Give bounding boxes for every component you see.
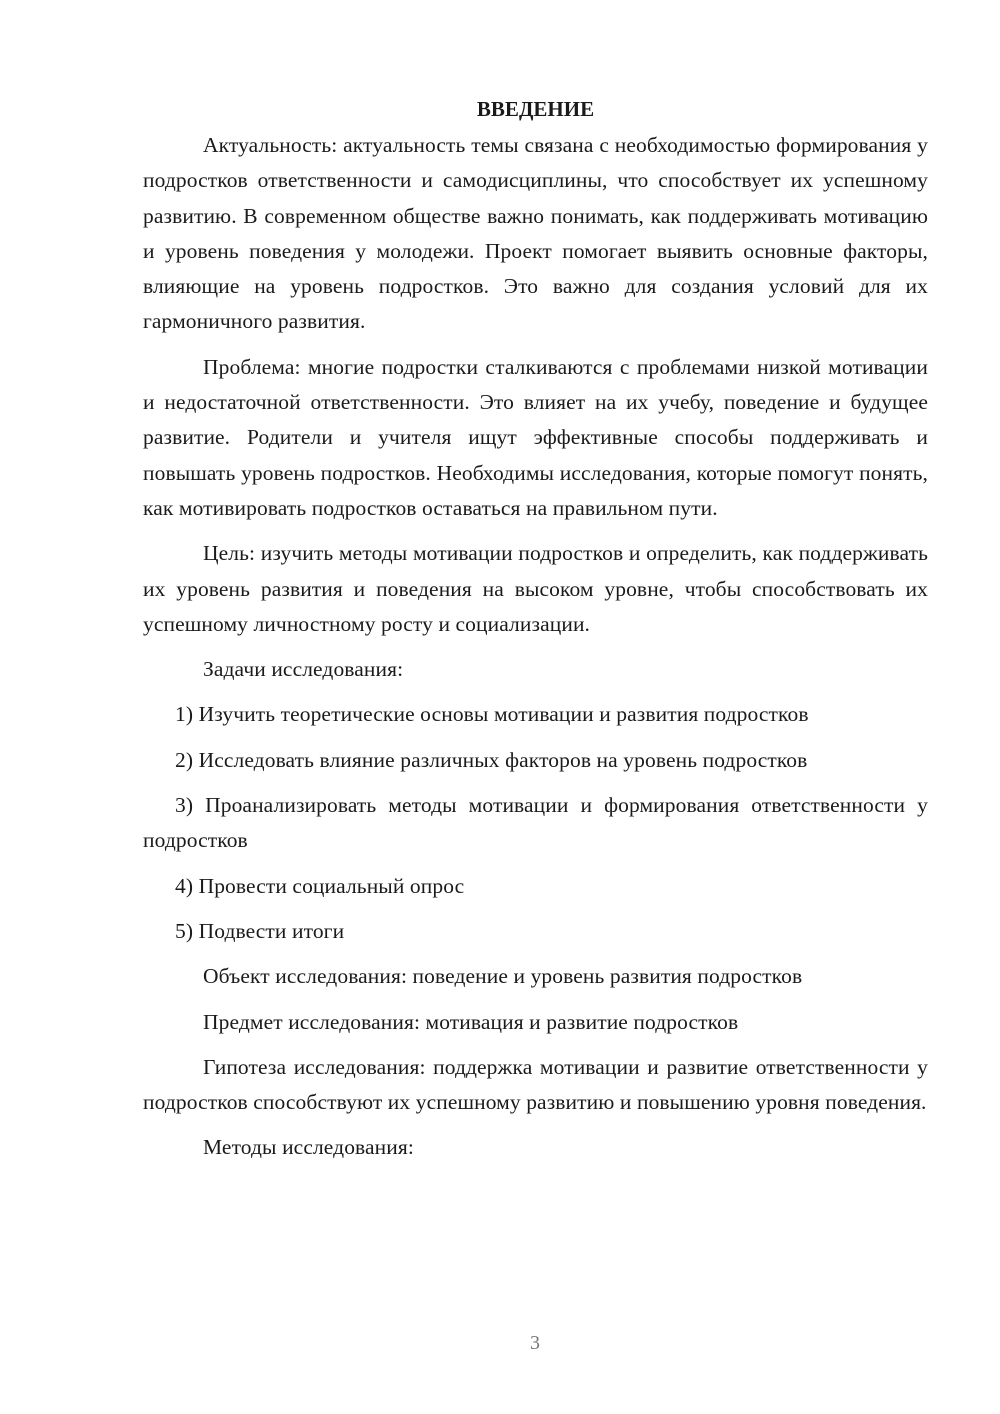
paragraph-subject: Предмет исследования: мотивация и развитие подростков <box>203 1009 739 1034</box>
paragraph-hypothesis: Гипотеза исследования: поддержка мотивации и развитие ответственности у подростков способствуют их успешному развитию и повышению уровня поведения. <box>143 1054 928 1115</box>
paragraph-goal: Цель: изучить методы мотивации подростков и определить, как поддерживать их уровень развития и поведения на высоком уровне, чтобы способствовать их успешному личностному росту и социализации. <box>143 541 928 636</box>
task-item-5: 5) Подвести итоги <box>175 918 345 943</box>
paragraph-relevance: Актуальность: актуальность темы связана с необходимостью формирования у подростков ответственности и самодисциплины, что способствует их успешному развитию. В современном обществе важно понимать, как поддерживать мотивацию и уровень поведения у молодежи. Проект помогает выявить основные факторы, влияющие на уровень подростков. Это важно для создания условий для их гармоничного развития. <box>143 133 928 334</box>
task-item-2: 2) Исследовать влияние различных факторов на уровень подростков <box>175 747 808 772</box>
document-page <box>143 92 928 1176</box>
page-number: 3 <box>530 1332 540 1354</box>
paragraph-tasks-heading: Задачи исследования: <box>203 657 404 682</box>
task-item-4: 4) Провести социальный опрос <box>175 873 465 898</box>
task-item-1: 1) Изучить теоретические основы мотивации и развития подростков <box>175 702 809 727</box>
paragraph-problem: Проблема: многие подростки сталкиваются с проблемами низкой мотивации и недостаточной ответственности. Это влияет на их учебу, поведение и будущее развитие. Родители и учителя ищут эффективные способы поддерживать и повышать уровень подростков. Необходимы исследования, которые помогут понять, как мотивировать подростков оставаться на правильном пути. <box>143 354 928 520</box>
task-item-3: 3) Проанализировать методы мотивации и формирования ответственности у подростков <box>143 793 928 853</box>
page-title: ВВЕДЕНИЕ <box>476 97 595 121</box>
paragraph-object: Объект исследования: поведение и уровень развития подростков <box>203 964 803 989</box>
paragraph-methods: Методы исследования: <box>203 1135 414 1160</box>
